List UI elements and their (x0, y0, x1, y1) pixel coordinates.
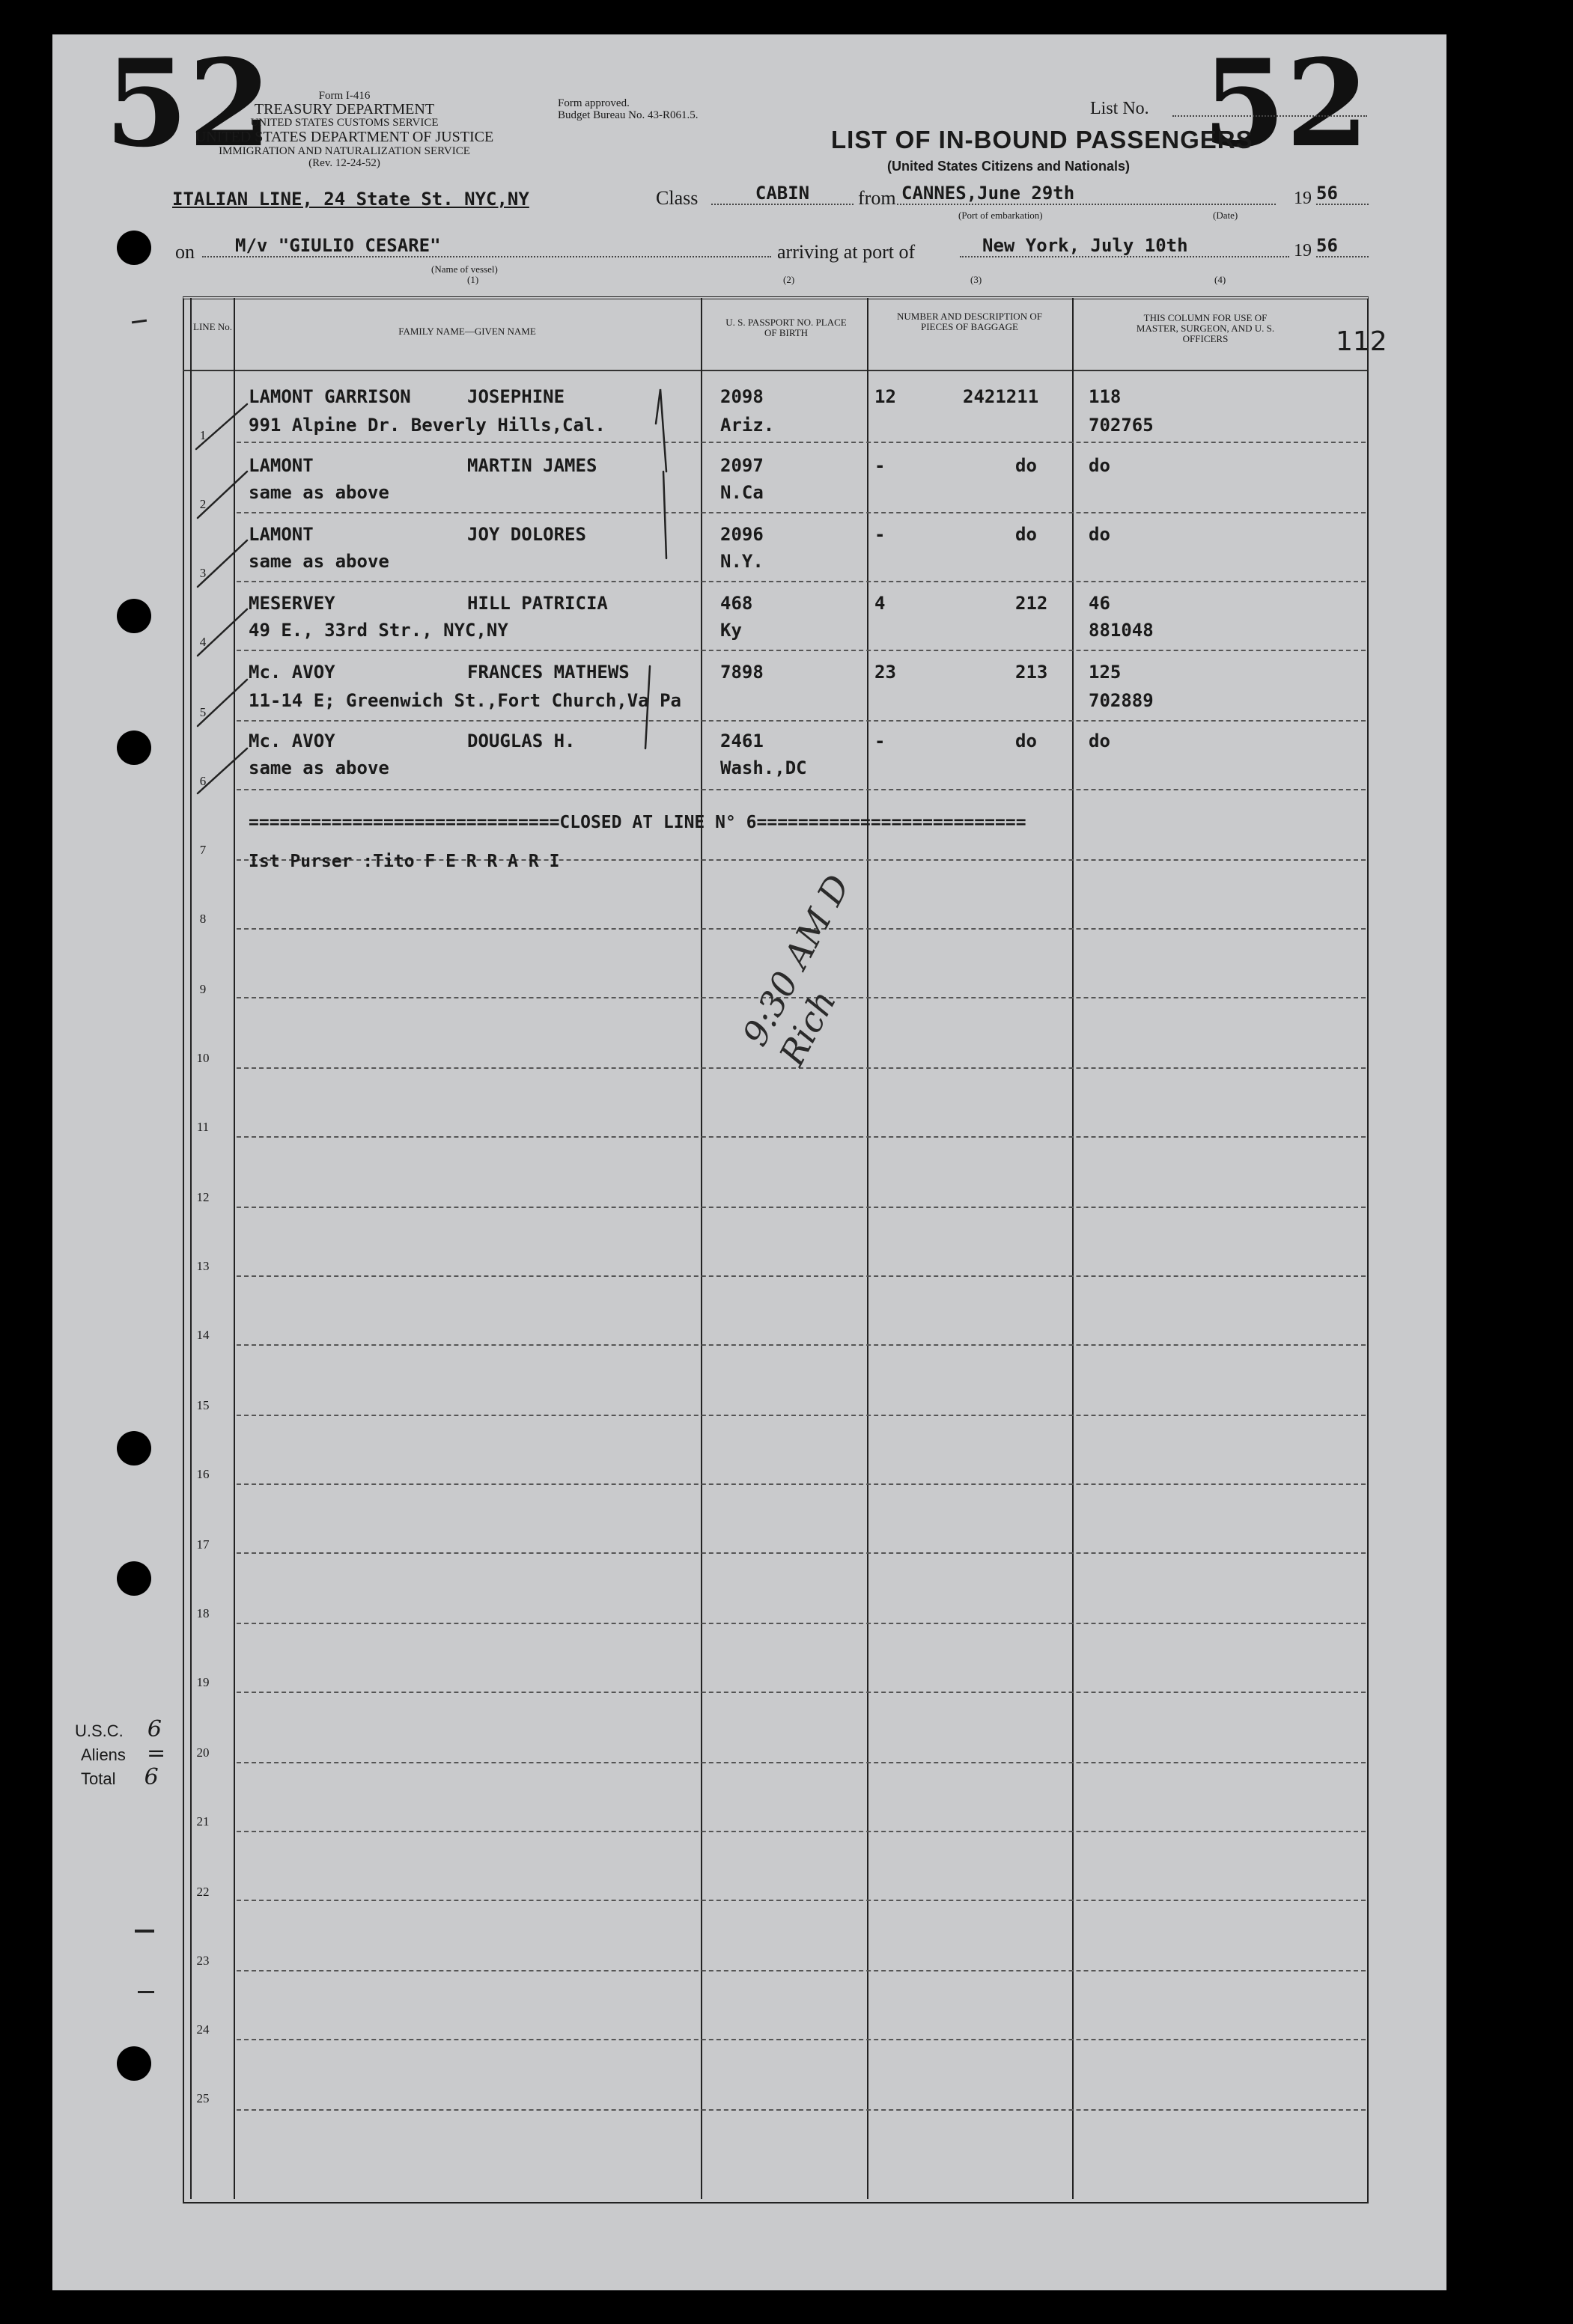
line-number: 23 (196, 1954, 210, 1968)
on-label: on (175, 241, 195, 263)
form-revision: (Rev. 12-24-52) (308, 157, 380, 169)
treasury-dept: TREASURY DEPARTMENT (254, 101, 435, 118)
address: 991 Alpine Dr. Beverly Hills,Cal. (249, 415, 606, 436)
arrival-year-value: 56 (1316, 235, 1369, 257)
vessel-caption: (Name of vessel) (431, 263, 498, 275)
baggage-pieces: - (874, 524, 886, 545)
justice-dept: UNITED STATES DEPARTMENT OF JUSTICE (195, 129, 494, 145)
punch-hole (117, 1431, 151, 1466)
baggage-description: 212 (1015, 593, 1048, 614)
embarkation-caption: (Port of embarkation) (958, 210, 1043, 221)
line-number: 21 (196, 1814, 210, 1829)
punch-hole (117, 1561, 151, 1596)
col-number-4: (4) (1214, 274, 1226, 285)
birth-place: Ariz. (720, 415, 775, 436)
line-number: 10 (196, 1051, 210, 1065)
class-value: CABIN (711, 183, 854, 205)
passport-number: 7898 (720, 662, 764, 683)
header-baggage: NUMBER AND DESCRIPTION OF PIECES OF BAGGAGE (897, 311, 1042, 332)
baggage-pieces: 12 (874, 386, 896, 407)
punch-hole (117, 231, 151, 265)
tally-usc (75, 1718, 165, 1742)
tally-aliens-label: Aliens (81, 1745, 126, 1764)
given-name: JOY DOLORES (467, 524, 586, 545)
family-name: MESERVEY (249, 593, 335, 614)
handwritten-note: 9:30 AM D Rich (734, 867, 858, 1073)
line-number: 20 (196, 1745, 210, 1760)
tally-aliens-value: = (147, 1740, 166, 1766)
birth-place: Wash.,DC (720, 757, 807, 778)
punch-hole (117, 2046, 151, 2081)
passport-number: 2461 (720, 731, 764, 751)
header-name: FAMILY NAME—GIVEN NAME (398, 326, 536, 337)
line-number: 3 (199, 566, 207, 580)
line-number: 4 (199, 635, 207, 649)
header-passport: U. S. PASSPORT NO. PLACE OF BIRTH (725, 317, 847, 338)
officer-note-1: do (1089, 524, 1110, 545)
officer-note-2: 702765 (1089, 415, 1154, 436)
line-number: 25 (196, 2091, 210, 2105)
officer-note-2: 702889 (1089, 690, 1154, 711)
family-name: LAMONT (249, 455, 314, 476)
punch-hole (117, 599, 151, 633)
tally-total (75, 1766, 165, 1790)
address: same as above (249, 757, 389, 778)
page-title: LIST OF IN-BOUND PASSENGERS (831, 126, 1253, 153)
line-number: 5 (199, 705, 207, 719)
line-number: 8 (199, 912, 207, 926)
family-name: Mc. AVOY (249, 731, 335, 751)
col-number-3: (3) (970, 274, 982, 285)
baggage-description: do (1015, 524, 1037, 545)
line-number: 14 (196, 1328, 210, 1342)
baggage-description: 213 (1015, 662, 1048, 683)
birth-place: Ky (720, 620, 742, 641)
line-number: 24 (196, 2022, 210, 2037)
page-subtitle: (United States Citizens and Nationals) (887, 159, 1131, 174)
date-caption: (Date) (1213, 210, 1238, 221)
vessel-name: M/v "GIULIO CESARE" (202, 235, 771, 257)
line-number: 16 (196, 1467, 210, 1481)
line-number: 18 (196, 1606, 210, 1620)
officer-note-1: 125 (1089, 662, 1122, 683)
col-number-1: (1) (467, 274, 479, 285)
birth-place: N.Y. (720, 551, 764, 572)
corner-number-right: 52 (1202, 33, 1369, 174)
line-number: 7 (199, 843, 207, 857)
col-number-2: (2) (783, 274, 795, 285)
arriving-label: arriving at port of (777, 241, 916, 263)
header-divider (183, 370, 1367, 372)
line-number: 15 (196, 1398, 210, 1412)
line-number: 13 (196, 1259, 210, 1273)
embarkation-value: CANNES,June 29th (897, 183, 1276, 205)
given-name: DOUGLAS H. (467, 731, 576, 751)
officer-note-1: do (1089, 455, 1110, 476)
closed-line: ==============================CLOSED AT LINE N° 6========================== (249, 813, 1026, 832)
line-number: 6 (199, 774, 207, 788)
address: same as above (249, 551, 389, 572)
family-name: Mc. AVOY (249, 662, 335, 683)
given-name: FRANCES MATHEWS (467, 662, 630, 683)
given-name: MARTIN JAMES (467, 455, 597, 476)
header-officers: THIS COLUMN FOR USE OF MASTER, SURGEON, AND U. S. OFFICERS (1136, 312, 1275, 344)
list-no-label: List No. (1090, 99, 1149, 118)
corner-number-left: 52 (105, 33, 272, 174)
address: 49 E., 33rd Str., NYC,NY (249, 620, 508, 641)
customs-service: UNITED STATES CUSTOMS SERVICE (250, 117, 439, 129)
baggage-pieces: - (874, 455, 886, 476)
line-number: 9 (199, 982, 207, 996)
baggage-pieces: - (874, 731, 886, 751)
passport-number: 468 (720, 593, 753, 614)
given-name: JOSEPHINE (467, 386, 565, 407)
budget-bureau: Budget Bureau No. 43-R061.5. (558, 109, 699, 121)
punch-hole (117, 731, 151, 765)
line-number: 17 (196, 1537, 210, 1552)
list-no-line (1172, 115, 1367, 117)
class-label: Class (656, 187, 699, 209)
tally-total-label: Total (81, 1769, 116, 1788)
tally-aliens (75, 1742, 165, 1766)
year-value: 56 (1316, 183, 1369, 205)
baggage-description: do (1015, 455, 1037, 476)
officer-note-1: do (1089, 731, 1110, 751)
col-divider-officers (1072, 298, 1074, 2199)
line-number: 11 (196, 1120, 210, 1134)
tally-usc-label: U.S.C. (75, 1721, 124, 1740)
form-approval (558, 97, 698, 121)
header-line-no: LINE No. (193, 321, 232, 332)
col-divider-baggage (867, 298, 868, 2199)
baggage-pieces: 4 (874, 593, 886, 614)
margin-mark (135, 1930, 154, 1933)
page-count: 112 (1336, 326, 1387, 357)
ins-service: IMMIGRATION AND NATURALIZATION SERVICE (219, 145, 470, 157)
family-name: LAMONT GARRISON (249, 386, 411, 407)
from-label: from (858, 187, 896, 209)
line-number: 19 (196, 1675, 210, 1689)
given-name: HILL PATRICIA (467, 593, 608, 614)
line-number: 22 (196, 1885, 210, 1899)
birth-place: N.Ca (720, 482, 764, 503)
passport-number: 2098 (720, 386, 764, 407)
officer-note-1: 46 (1089, 593, 1110, 614)
line-number: 1 (199, 428, 207, 442)
year-prefix: 19 (1294, 189, 1312, 208)
officer-note-2: 881048 (1089, 620, 1154, 641)
check-marks (187, 374, 711, 823)
form-approved: Form approved. (558, 97, 630, 109)
baggage-description: 2421211 (963, 386, 1039, 407)
tally-total-value: 6 (144, 1764, 159, 1790)
address: 11-14 E; Greenwich St.,Fort Church,Va Pa (249, 690, 681, 711)
purser-signature: Ist Purser :Tito F E R R A R I (249, 852, 560, 871)
baggage-description: do (1015, 731, 1037, 751)
arrival-year-prefix: 19 (1294, 241, 1312, 260)
officer-note-1: 118 (1089, 386, 1122, 407)
line-number: 12 (196, 1190, 210, 1204)
family-name: LAMONT (249, 524, 314, 545)
passport-number: 2097 (720, 455, 764, 476)
shipping-line: ITALIAN LINE, 24 State St. NYC,NY (172, 189, 529, 210)
address: same as above (249, 482, 389, 503)
margin-mark (138, 1991, 154, 1993)
tally-box (75, 1718, 165, 1790)
passport-number: 2096 (720, 524, 764, 545)
arrival-port-date: New York, July 10th (960, 235, 1289, 257)
line-number: 2 (199, 497, 207, 511)
tally-usc-value: 6 (147, 1716, 162, 1742)
form-header (172, 90, 517, 169)
baggage-pieces: 23 (874, 662, 896, 683)
form-id: Form I-416 (318, 90, 371, 102)
